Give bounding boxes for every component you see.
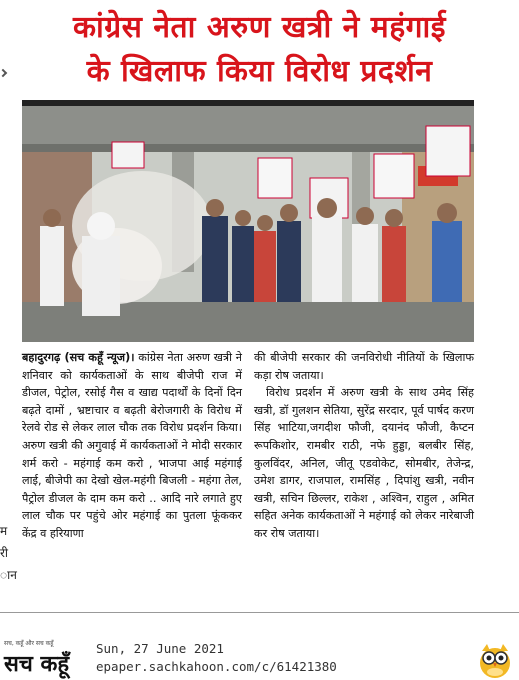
chevron-right-icon	[0, 69, 7, 77]
brand-tagline: सच, कहूँ और सच कहूँ	[4, 640, 54, 647]
article-column-left	[22, 349, 242, 543]
sliver-text-2: री	[0, 546, 9, 560]
protest-photo	[22, 100, 474, 342]
edition-date: Sun, 27 June 2021	[96, 641, 224, 656]
headline	[0, 6, 519, 94]
headline-line-1: कांग्रेस नेता अरुण खत्री ने महंगाई	[72, 10, 447, 45]
epaper-footer	[0, 612, 519, 680]
article-text: कांग्रेस नेता अरुण खत्री ने शनिवार को कार्यकताओं के साथ बीजेपी राज में डीजल, पेट्रोल, रसोई गैस व खाद्य पदार्थों के दिनों दिन बढ़ते दामों , भ्रष्टाचार व बढ़ती बेरोजगारी के विरोध में रेलवे रोड से लेकर लाल चौक तक विरोध प्रदर्शन किया। अरुण खत्री की अगुवाई में कार्यकताओं ने मोदी सरकार शर्म करो - महंगाई कम करो , भाजपा आई महंगाई लाई, बीजेपी का देखो खेल-महंगी बिजली - महंगा तेल, पैट्रोल डीजल के दाम कम करो .. आदि नारे लगाते हुए लाल चौक पर पहुंचे ओर महंगाई का पुतला फूंककर केंद्र व हरियाणा	[22, 351, 243, 540]
article-column-right	[254, 349, 474, 543]
adjacent-article-sliver	[0, 0, 17, 680]
article-paragraph: की बीजेपी सरकार की जनविरोधी नीतियों के खिलाफ कड़ा रोष जताया।	[254, 351, 474, 382]
owl-mascot-icon	[477, 641, 513, 679]
article-paragraph	[22, 349, 242, 543]
article-body	[22, 349, 474, 589]
epaper-url[interactable]: epaper.sachkahoon.com/c/61421380	[96, 659, 337, 674]
protest-photo-illustration	[22, 106, 474, 342]
article-paragraph: विरोध प्रदर्शन में अरुण खत्री के साथ उमेद सिंह खत्री, डॉ गुलशन सेतिया, सुरेंद्र सरदार, पूर्व पार्षद करण सिंह भाटिया,जगदीश फौजी, दयानंद फौजी, कैप्टन रूपकिशोर, रामबीर राठी, नफे हुड्डा, बलबीर सिंह, कुलविंदर, अनिल, जीतू एडवोकेट, सोमबीर, तेजेन्द्र, उमेश डागर, राजपाल, रामसिंह , दिपांशु खत्री, नवीन खत्री, सचिन छिल्लर, राकेश , अश्विन, राहुल , अमित सहित अनेक कार्यकताओं ने महंगाई को लेकर नारेबाजी कर रोष जताया।	[254, 386, 474, 540]
sliver-text-1: म	[0, 524, 8, 538]
sliver-text-3: ान	[0, 568, 17, 582]
brand-logo: सच कहूँ	[4, 652, 70, 677]
dateline: बहादुरगढ़ (सच कहूँ न्यूज)।	[22, 351, 135, 364]
headline-line-2: के खिलाफ किया विरोध प्रदर्शन	[86, 54, 433, 89]
